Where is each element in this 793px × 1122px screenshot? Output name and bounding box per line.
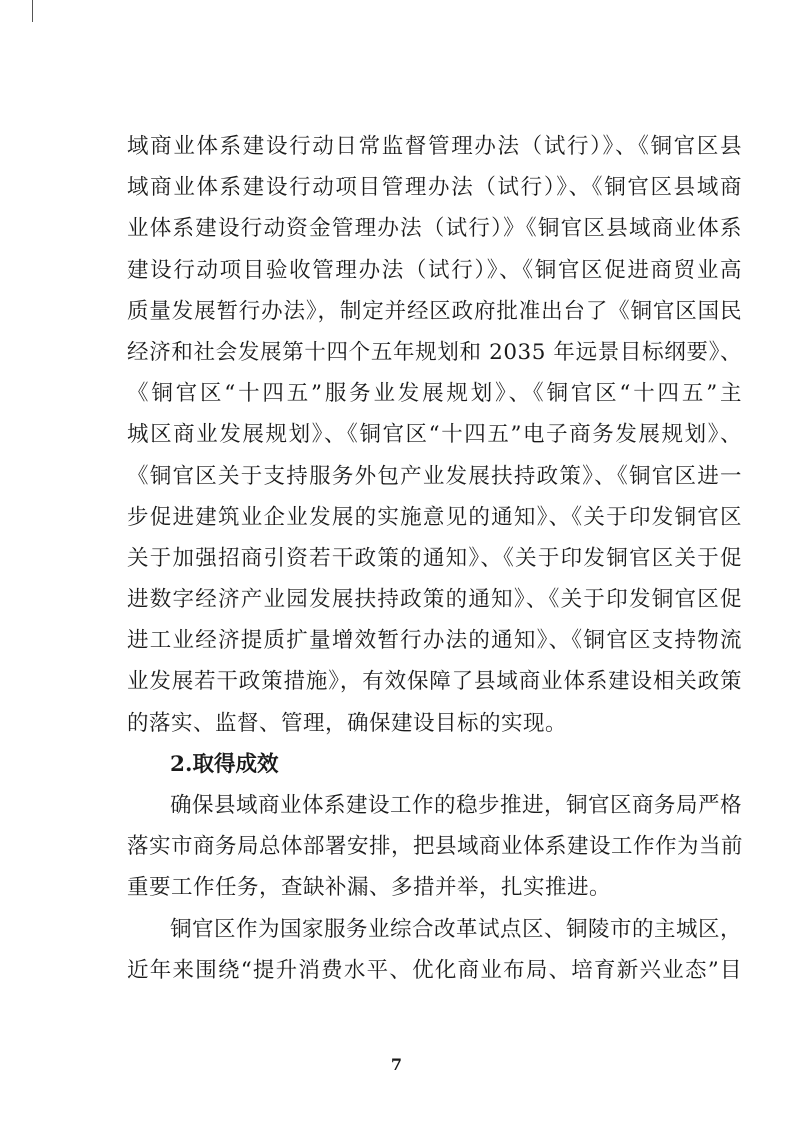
- text-line: 进数字经济产业园发展扶持政策的通知》、《关于印发铜官区促: [127, 587, 742, 613]
- paragraph-policies: [127, 126, 742, 744]
- text-line: 确保县域商业体系建设工作的稳步推进，铜官区商务局严格: [170, 793, 743, 818]
- text-line: 步促进建筑业企业发展的实施意见的通知》、《关于印发铜官区: [127, 504, 742, 530]
- binding-margin-line: [32, 0, 33, 22]
- text-line: 域商业体系建设行动日常监督管理办法（试行）》、《铜官区县: [127, 134, 742, 159]
- text-line: 铜官区作为国家服务业综合改革试点区、铜陵市的主城区，: [170, 916, 743, 942]
- text-line: 经济和社会发展第十四个五年规划和 2035 年远景目标纲要》、: [127, 339, 742, 365]
- text-line: 域商业体系建设行动项目管理办法（试行）》、《铜官区县域商: [127, 175, 742, 201]
- text-line: 质量发展暂行办法》，制定并经区政府批准出台了《铜官区国民: [127, 298, 742, 324]
- text-line: 进工业经济提质扩量增效暂行办法的通知》、《铜官区支持物流: [127, 628, 742, 654]
- text-line: 近年来围绕“提升消费水平、优化商业布局、培育新兴业态”目: [127, 957, 742, 983]
- paragraph-intro: [127, 909, 742, 991]
- text-line: 《铜官区“十四五”服务业发展规划》、《铜官区“十四五”主: [127, 381, 742, 407]
- page-number: 7: [390, 1055, 403, 1074]
- text-line: 城区商业发展规划》、《铜官区“十四五”电子商务发展规划》、: [127, 422, 742, 448]
- text-line: 关于加强招商引资若干政策的通知》、《关于印发铜官区关于促: [127, 545, 742, 571]
- paragraph-results: [127, 785, 742, 909]
- text-line: 建设行动项目验收管理办法（试行）》、《铜官区促进商贸业高: [127, 257, 742, 283]
- text-line: 业体系建设行动资金管理办法（试行）》《铜官区县域商业体系: [127, 216, 742, 242]
- section-heading: 2.取得成效: [170, 751, 279, 777]
- text-line: 《铜官区关于支持服务外包产业发展扶持政策》、《铜官区进一: [127, 463, 742, 489]
- text-line: 落实市商务局总体部署安排，把县域商业体系建设工作作为当前: [127, 834, 744, 860]
- text-line: 重要工作任务，查缺补漏、多措并举，扎实推进。: [127, 875, 612, 901]
- document-body: [127, 126, 742, 991]
- text-line: 的落实、监督、管理，确保建设目标的实现。: [127, 710, 568, 736]
- text-line: 业发展若干政策措施》，有效保障了县域商业体系建设相关政策: [127, 669, 742, 695]
